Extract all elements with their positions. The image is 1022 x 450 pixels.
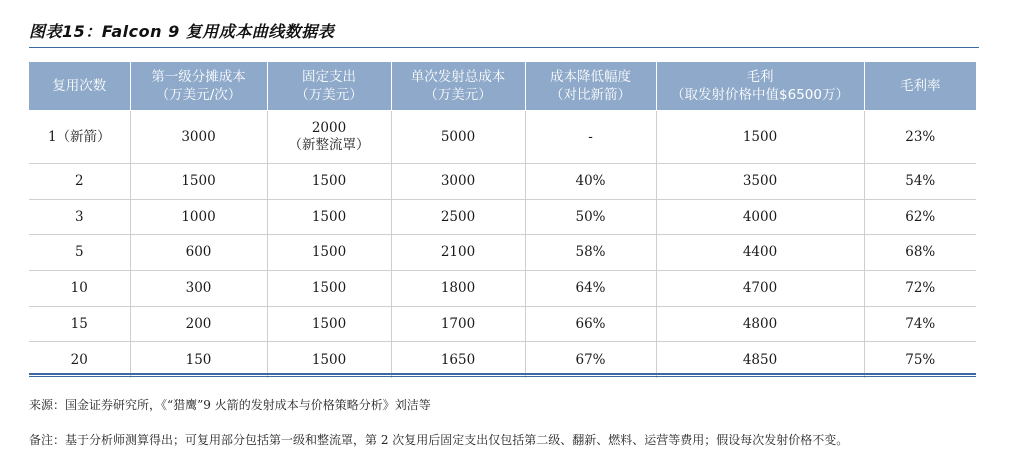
table-bottom-rule (29, 373, 976, 375)
header-unit: （取发射价格中值$6500万） (671, 87, 849, 103)
header-gross-profit (656, 62, 864, 111)
table-row (29, 235, 976, 271)
cell-total-cost: 2500 (391, 199, 525, 235)
cell-cost-reduction: 66% (525, 306, 656, 342)
remark-note: 备注：基于分析师测算得出；可复用部分包括第一级和整流罩，第 2 次复用后固定支出仅包括第二级、翻新、燃料、运营等费用；假设每次发射价格不变。 (29, 433, 849, 447)
cell-margin: 72% (864, 271, 976, 307)
cell-fixed-note: （新整流罩） (288, 137, 370, 153)
cell-gross-profit: 4700 (656, 271, 864, 307)
header-cost-reduction (525, 62, 656, 111)
cell-gross-profit: 4800 (656, 306, 864, 342)
cell-reuse-count: 3 (29, 199, 130, 235)
header-unit: （对比新箭） (550, 87, 631, 103)
table-bottom-rule-thin (29, 376, 976, 377)
header-line: 第一级分摊成本 (151, 69, 246, 85)
cell-reuse-count: 5 (29, 235, 130, 271)
cell-reuse-count: 2 (29, 164, 130, 200)
cell-fixed-cost: 1500 (267, 271, 391, 307)
table-row (29, 164, 976, 200)
cell-cost-reduction: - (525, 111, 656, 164)
cell-fixed-cost: 1500 (267, 199, 391, 235)
header-unit: （万美元/次） (155, 87, 242, 103)
cell-cost-reduction: 50% (525, 199, 656, 235)
cell-margin: 54% (864, 164, 976, 200)
cell-fixed-cost: 1500 (267, 306, 391, 342)
header-reuse-count (29, 62, 130, 111)
cell-margin: 74% (864, 306, 976, 342)
header-line: 成本降低幅度 (550, 69, 631, 85)
cell-gross-profit: 4000 (656, 199, 864, 235)
cell-cost-reduction: 64% (525, 271, 656, 307)
cell-gross-profit: 4400 (656, 235, 864, 271)
table-row (29, 306, 976, 342)
header-line: 复用次数 (52, 78, 107, 94)
cell-margin: 75% (864, 342, 976, 379)
source-note: 来源：国金证券研究所，《“猎鹰”9 火箭的发射成本与价格策略分析》刘洁等 (29, 398, 431, 412)
table-row (29, 199, 976, 235)
cell-total-cost: 3000 (391, 164, 525, 200)
cell-total-cost: 1800 (391, 271, 525, 307)
cell-fixed-cost: 1500 (267, 342, 391, 379)
cell-margin: 23% (864, 111, 976, 164)
cell-stage1-cost: 1500 (130, 164, 267, 200)
cell-fixed-cost: 1500 (267, 235, 391, 271)
cell-fixed-cost (267, 111, 391, 164)
table-row (29, 271, 976, 307)
header-row (29, 62, 976, 111)
header-stage1-cost (130, 62, 267, 111)
header-line: 单次发射总成本 (410, 69, 506, 85)
cell-gross-profit: 3500 (656, 164, 864, 200)
cell-margin: 62% (864, 199, 976, 235)
cell-reuse-count: 1（新箭） (29, 111, 130, 164)
cell-total-cost: 2100 (391, 235, 525, 271)
header-line: 毛利率 (900, 78, 941, 94)
reuse-cost-table (29, 62, 976, 378)
cell-reuse-count: 20 (29, 342, 130, 379)
header-unit: （万美元） (295, 87, 363, 103)
cell-gross-profit: 1500 (656, 111, 864, 164)
cell-stage1-cost: 3000 (130, 111, 267, 164)
header-line: 固定支出 (302, 69, 356, 85)
table-row (29, 111, 976, 164)
cell-stage1-cost: 200 (130, 306, 267, 342)
data-table-container (29, 62, 976, 378)
header-total-cost (391, 62, 525, 111)
cell-cost-reduction: 67% (525, 342, 656, 379)
cell-cost-reduction: 40% (525, 164, 656, 200)
cell-cost-reduction: 58% (525, 235, 656, 271)
cell-stage1-cost: 1000 (130, 199, 267, 235)
cell-fixed-cost: 1500 (267, 164, 391, 200)
cell-fixed-value: 2000 (311, 120, 347, 136)
cell-stage1-cost: 600 (130, 235, 267, 271)
figure-title: 图表15：Falcon 9 复用成本曲线数据表 (29, 22, 335, 41)
header-unit: （万美元） (424, 87, 492, 103)
header-fixed-cost (267, 62, 391, 111)
cell-total-cost: 1700 (391, 306, 525, 342)
cell-reuse-count: 15 (29, 306, 130, 342)
cell-margin: 68% (864, 235, 976, 271)
header-margin (864, 62, 976, 111)
cell-total-cost: 1650 (391, 342, 525, 379)
cell-reuse-count: 10 (29, 271, 130, 307)
cell-stage1-cost: 300 (130, 271, 267, 307)
header-line: 毛利 (746, 69, 774, 85)
cell-total-cost: 5000 (391, 111, 525, 164)
cell-gross-profit: 4850 (656, 342, 864, 379)
title-divider (29, 47, 979, 48)
cell-stage1-cost: 150 (130, 342, 267, 379)
